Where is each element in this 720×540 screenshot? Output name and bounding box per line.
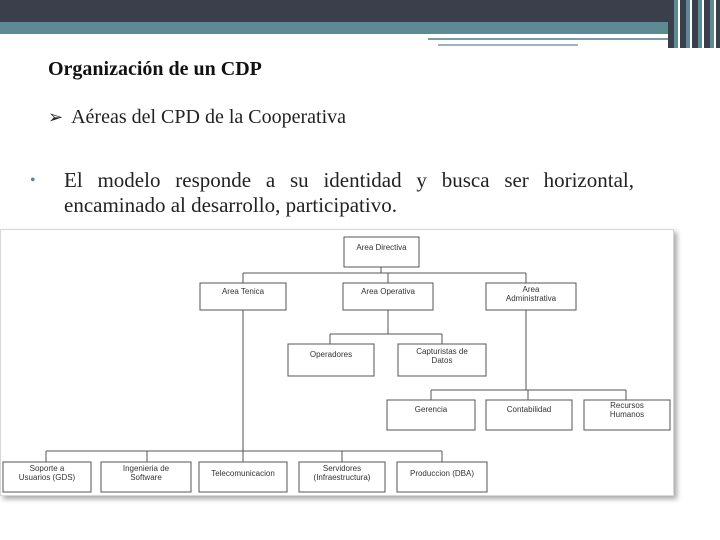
node-label: Area Directiva xyxy=(356,243,407,252)
node-label: Soporte a xyxy=(29,464,65,473)
org-chart xyxy=(1,230,673,495)
node-label: Humanos xyxy=(609,410,645,419)
arrow-bullet-icon: ➢ xyxy=(48,107,64,127)
node-label: Usuarios (GDS) xyxy=(18,473,76,482)
node-recursos-humanos xyxy=(584,400,670,430)
node-label: Gerencia xyxy=(414,405,448,414)
header-band-dark xyxy=(0,0,720,22)
node-label: Software xyxy=(130,473,162,482)
node-label: Servidores xyxy=(322,464,362,473)
connector xyxy=(46,310,442,462)
node-capturistas xyxy=(398,344,486,376)
node-area-directiva xyxy=(344,237,419,267)
node-label: Area Operativa xyxy=(361,287,415,296)
slide-title: Organización de un CDP xyxy=(48,58,262,80)
node-telecomunicacion xyxy=(199,462,287,492)
node-label: Ingenieria de xyxy=(122,464,170,473)
node-label: Datos xyxy=(431,356,453,365)
node-area-administrativa xyxy=(486,283,576,310)
node-label: Contabilidad xyxy=(506,405,552,414)
node-contabilidad xyxy=(486,400,572,430)
decorative-rule xyxy=(438,44,578,46)
connector xyxy=(243,267,526,283)
bullet-text: El modelo responde a su identidad y busca ser horizontal, encaminado al desarrollo, participativo. xyxy=(64,168,634,217)
node-area-tecnica xyxy=(200,283,286,310)
node-label: Operadores xyxy=(309,350,353,359)
node-produccion-dba xyxy=(397,462,487,492)
node-gerencia xyxy=(387,400,475,430)
node-label: (Infraestructura) xyxy=(313,473,371,482)
node-servidores xyxy=(299,462,385,492)
node-label: Capturistas de xyxy=(416,347,468,356)
connector xyxy=(330,310,442,344)
decorative-rule xyxy=(428,38,668,40)
dot-bullet-icon: • xyxy=(30,172,36,189)
node-label: Area xyxy=(522,285,540,294)
header-stripe-decoration xyxy=(668,0,720,48)
sub-bullet-text: Aéreas del CPD de la Cooperativa xyxy=(71,106,347,128)
node-operadores xyxy=(288,344,374,376)
node-label: Administrativa xyxy=(505,294,557,303)
node-label: Telecomunicacion xyxy=(211,469,275,478)
org-chart-panel xyxy=(0,229,674,496)
node-area-operativa xyxy=(343,283,433,310)
node-soporte-usuarios xyxy=(3,462,91,492)
node-label: Produccion (DBA) xyxy=(409,469,475,478)
sub-bullet xyxy=(48,106,346,129)
node-ingenieria-software xyxy=(101,462,191,492)
bullet-item xyxy=(30,168,634,218)
node-label: Recursos xyxy=(610,401,644,410)
header-band-teal xyxy=(0,22,720,34)
node-label: Area Tenica xyxy=(221,287,265,296)
